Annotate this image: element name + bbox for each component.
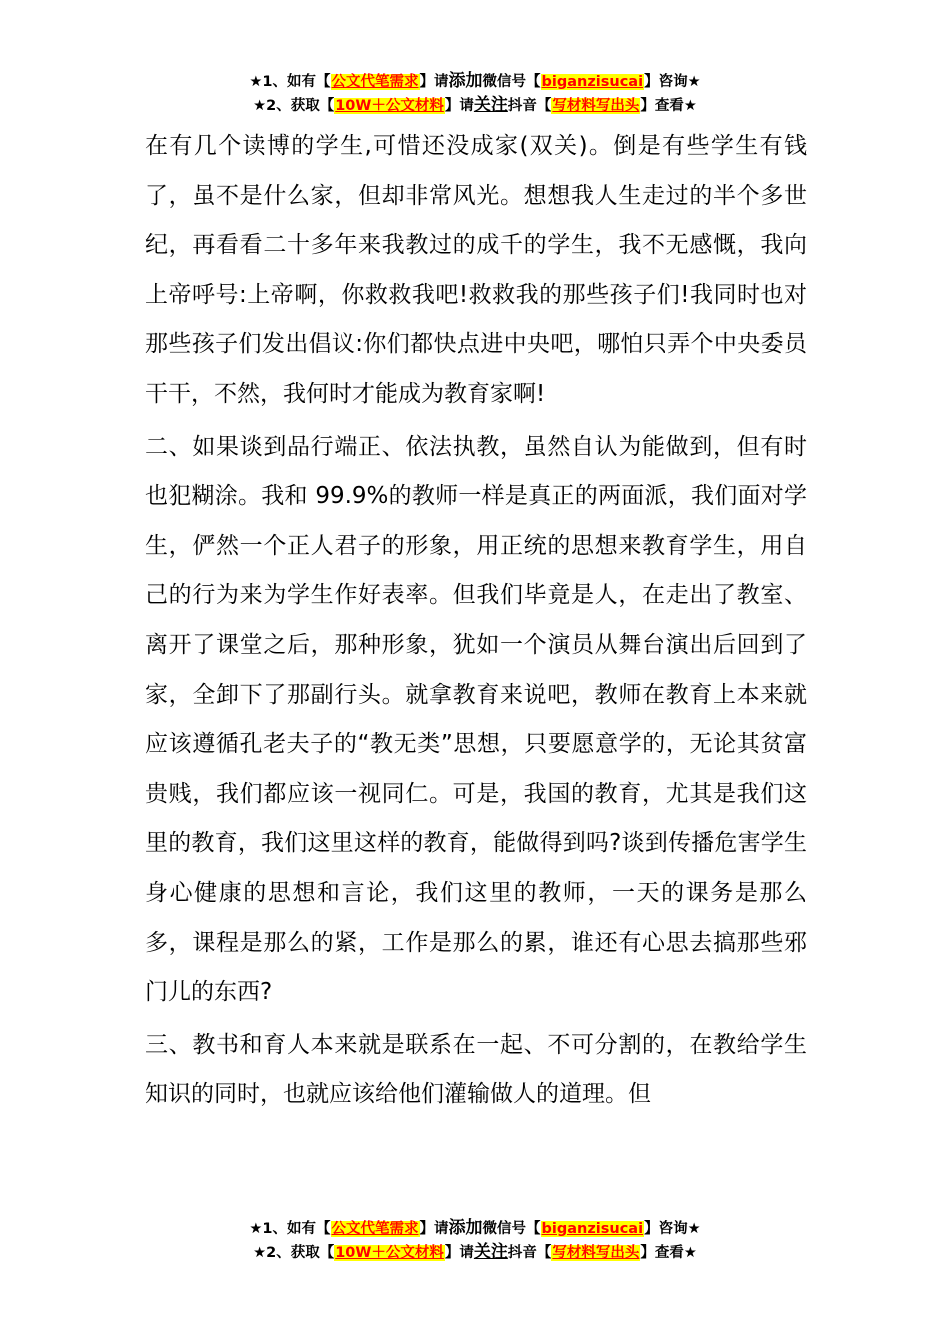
banner-line-1 [0,70,950,94]
footer-banner [0,1217,950,1265]
banner-text: 】请 [444,1245,474,1261]
banner-text: 】请 [419,1221,449,1237]
paragraph: 三、教书和育人本来就是联系在一起、不可分割的，在教给学生知识的同时，也就应该给他们灌输做人的道理。但 [145,1031,807,1108]
banner-text: 微信号【 [482,74,541,90]
banner-text: 】请 [419,74,449,90]
header-banner [0,70,950,118]
banner-emphasis: 添加 [448,71,483,91]
banner-text: 微信号【 [482,1221,541,1237]
banner-text: 】请 [444,98,474,114]
banner-line-1 [0,1217,950,1241]
banner-text: ★1、如有【 [249,74,331,90]
document-body [145,122,807,1120]
banner-line-2 [0,1241,950,1265]
banner-text: 】咨询★ [644,1221,701,1237]
banner-text: 抖音【 [507,1245,552,1261]
highlight-materials: 10W＋公文材料 [335,1245,444,1261]
banner-line-2 [0,94,950,118]
highlight-writing-service: 公文代笔需求 [331,74,419,90]
highlight-douyin-account: 写材料写出头 [552,1245,640,1261]
paragraph: 二、如果谈到品行端正、依法执教，虽然自认为能做到，但有时也犯糊涂。我和 99.9%的教师一样是真正的两面派，我们面对学生，俨然一个正人君子的形象，用正统的思想来教育学生，用自己的行为来为学生作好表率。但我们毕竟是人，在走出了教室、离开了课堂之后，那种形象，犹如一个演员从舞台演出后回到了家，全卸下了那副行头。就拿教育来说吧，教师在教育上本来就应该遵循孔老夫子的“教无类”思想，只要愿意学的，无论其贫富贵贱，我们都应该一视同仁。可是，我国的教育，尤其是我们这里的教育，我们这里这样的教育，能做得到吗?谈到传播危害学生身心健康的思想和言论，我们这里的教师，一天的课务是那么多，课程是那么的紧，工作是那么的累，谁还有心思去搞那些邪门儿的东西? [145,433,807,1006]
highlight-wechat-id: biganzisucai [541,74,644,90]
banner-text: ★2、获取【 [253,98,335,114]
highlight-writing-service: 公文代笔需求 [331,1221,419,1237]
highlight-douyin-account: 写材料写出头 [552,98,640,114]
banner-emphasis: 关注 [473,95,508,115]
banner-emphasis: 添加 [448,1218,483,1238]
banner-text: ★1、如有【 [249,1221,331,1237]
highlight-materials: 10W＋公文材料 [335,98,444,114]
highlight-wechat-id: biganzisucai [541,1221,644,1237]
banner-text: 】咨询★ [644,74,701,90]
banner-text: ★2、获取【 [253,1245,335,1261]
banner-text: 】查看★ [640,1245,697,1261]
paragraph: 在有几个读博的学生,可惜还没成家(双关)。倒是有些学生有钱了，虽不是什么家，但却非常风光。想想我人生走过的半个多世纪，再看看二十多年来我教过的成千的学生，我不无感慨，我向上帝呼号:上帝啊，你救救我吧!救救我的那些孩子们!我同时也对那些孩子们发出倡议:你们都快点进中央吧，哪怕只弄个中央委员干干，不然，我何时才能成为教育家啊! [145,133,807,407]
banner-text: 抖音【 [507,98,552,114]
banner-emphasis: 关注 [473,1242,508,1262]
banner-text: 】查看★ [640,98,697,114]
